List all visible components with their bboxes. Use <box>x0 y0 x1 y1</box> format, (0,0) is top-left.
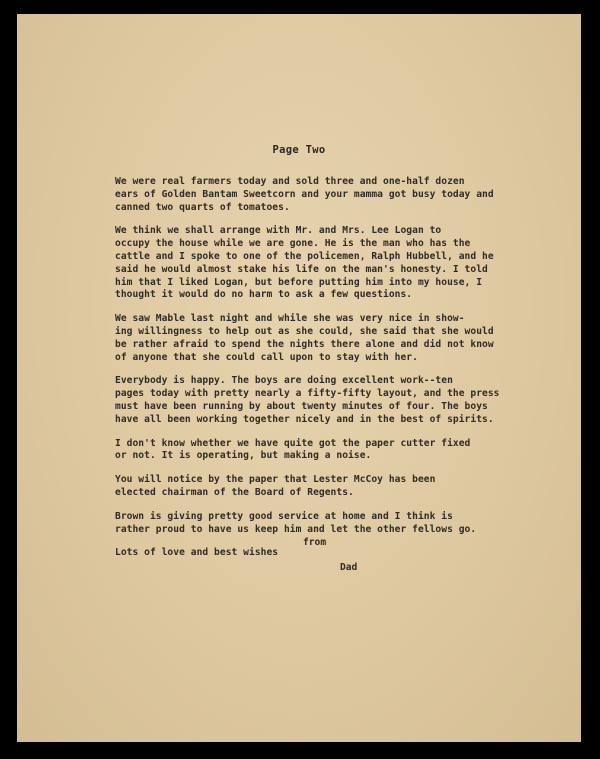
paragraph-mable: We saw Mable last night and while she was very nice in show- ing willingness to help out as she could, she said that she would be rather afraid to spend the nights there alone and did not know of anyone that she could call upon to stay with her. <box>115 313 494 363</box>
from-line: from <box>303 537 327 548</box>
paragraph-logan: We think we shall arrange with Mr. and Mrs. Lee Logan to occupy the house while we are gone. He is the man who has the cattle and I spoke to one of the policemen, Ralph Hubbell, and he said he would almost stake his life on the man's honesty. I told him that I liked Logan, but before putting him into my house, I thought it would do no harm to ask a few questions. <box>115 225 494 301</box>
page-title: Page Two <box>272 144 326 156</box>
paragraph-closing: Lots of love and best wishes <box>115 547 279 559</box>
paragraph-sweetcorn: We were real farmers today and sold three and one-half dozen ears of Golden Bantam Sweetcorn and your mamma got busy today and canned two quarts of tomatoes. <box>115 176 494 213</box>
signature: Dad <box>340 562 358 573</box>
paragraph-regents: You will notice by the paper that Lester McCoy has been elected chairman of the Board of Regents. <box>115 474 436 498</box>
paragraph-boys: Everybody is happy. The boys are doing excellent work--ten pages today with pretty nearly a fifty-fifty layout, and the press must have been running by about twenty minutes of four. The boys have all been working together nicely and in the best of spirits. <box>115 375 500 425</box>
paragraph-brown: Brown is giving pretty good service at home and I think is rather proud to have us keep him and let the other fellows go. <box>115 510 477 535</box>
letter-page <box>17 14 581 742</box>
paragraph-paper-cutter: I don't know whether we have quite got the paper cutter fixed or not. It is operating, but making a noise. <box>115 437 471 462</box>
letter-body <box>115 176 535 560</box>
